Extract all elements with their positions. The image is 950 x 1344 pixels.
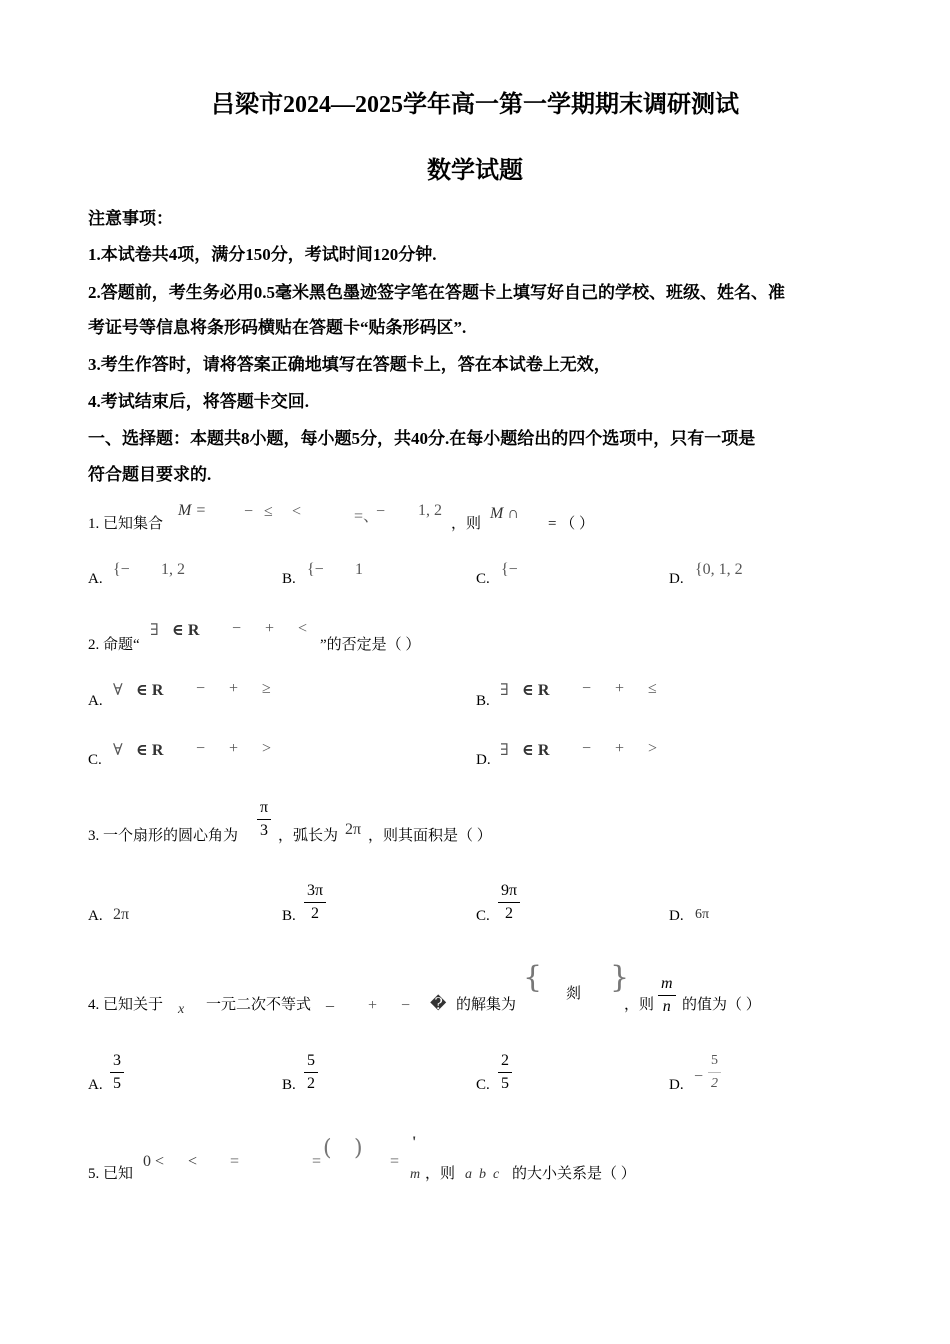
q1-answer-paren: = （ ） (548, 516, 594, 532)
q3-angle-denominator: 3 (260, 822, 269, 839)
q2-option-d-label: D. (476, 752, 491, 768)
q5-eq-2: = (312, 1153, 322, 1170)
q4-option-d-denominator: 2 (711, 1076, 718, 1091)
q2-suffix: ”的否定是（ ） (320, 637, 421, 653)
q1-eq: =、 (354, 508, 380, 525)
q4-middle: 一元二次不等式 (206, 997, 312, 1013)
exam-title: 吕梁市2024—2025学年高一第一学期期末调研测试 (211, 92, 739, 118)
note-2-line-2: 考证号等信息将条形码横贴在答题卡“贴条形码区”. (88, 318, 467, 337)
q2-option-b-label: B. (476, 693, 490, 709)
q4-ratio-denominator: n (662, 998, 671, 1015)
q3-option-b-label: B. (282, 908, 296, 924)
q5-prefix: 5. 已知 (88, 1166, 134, 1182)
q5-eq-3: = (390, 1153, 400, 1170)
q3-angle-fraction (257, 797, 271, 842)
q4-option-d-minus: − (694, 1068, 704, 1085)
q4-option-b-denominator: 2 (307, 1075, 315, 1092)
q5-condition: 0 < < (143, 1153, 198, 1170)
q1-m-cap: M ∩ (490, 505, 519, 522)
q4-option-d-fraction (708, 1050, 721, 1095)
q3-option-b-denominator: 2 (311, 905, 320, 922)
q4-ratio-fraction (658, 973, 676, 1018)
exam-subtitle: 数学试题 (427, 158, 523, 184)
q3-middle: ，弧长为 (278, 828, 339, 844)
q4-underscore: _ (326, 992, 334, 1009)
q2-option-d-in-r: ∈ R (522, 742, 550, 759)
q4-glyph: � (430, 996, 447, 1013)
q1-set-tail: 1, 2 (418, 502, 442, 519)
q1-option-b-label: B. (282, 571, 296, 587)
q2-option-b-in-r: ∈ R (522, 682, 550, 699)
note-4: 4.考试结束后，将答题卡交回. (88, 392, 309, 411)
q1-prefix: 1. 已知集合 (88, 516, 164, 532)
q2-option-b-quantifier: ∃ (500, 682, 509, 699)
q4-variable-x: x (178, 1002, 185, 1017)
q2-option-b-ops: − + ≤ (582, 680, 657, 697)
q1-le: ≤ (264, 503, 273, 520)
q4-option-c-label: C. (476, 1077, 490, 1093)
q5-tick: ' (412, 1134, 417, 1151)
q2-option-a-quantifier: ∀ (113, 682, 123, 699)
q2-option-a-label: A. (88, 693, 103, 709)
note-2-line-1: 2.答题前，考生务必用0.5毫米黑色墨迹签字笔在答题卡上填写好自己的学校、班级、姓名、准 (88, 283, 785, 302)
q3-option-b-fraction (304, 880, 326, 925)
q1-then: ，则 (451, 516, 482, 532)
section-1-heading: 一、选择题：本题共8小题，每小题5分，共40分.在每小题给出的四个选项中，只有一项是 (88, 429, 756, 448)
q3-option-a-value: 2π (113, 906, 130, 923)
q2-in-r: ∈ R (172, 622, 200, 639)
q4-suffix-1: 的解集为 (456, 997, 517, 1013)
q3-option-d-value: 6π (695, 907, 710, 922)
q4-ops: + − (368, 997, 411, 1014)
q4-suffix-3: 的值为（ ） (682, 997, 761, 1013)
q3-option-b-numerator: 3π (304, 880, 326, 903)
q4-option-c-denominator: 5 (501, 1075, 509, 1092)
q5-eq-1: = (230, 1153, 240, 1170)
q1-minus-2: − (376, 503, 386, 520)
q4-set-inner: 剡 (566, 986, 582, 1002)
q1-option-b-tail: 1 (355, 561, 363, 578)
q4-right-brace: } (610, 960, 630, 995)
q5-suffix-1: ，则 (425, 1166, 456, 1182)
q2-option-c-ops: − + > (196, 740, 272, 757)
q3-option-c-denominator: 2 (505, 905, 514, 922)
notes-heading: 注意事项： (88, 209, 173, 228)
q2-prefix: 2. 命题“ (88, 637, 140, 653)
q3-option-c-fraction (498, 880, 520, 925)
q2-option-c-label: C. (88, 752, 102, 768)
q4-option-a-denominator: 5 (113, 1075, 121, 1092)
q4-option-c-fraction (498, 1050, 512, 1095)
q4-option-b-numerator: 5 (304, 1050, 318, 1073)
q1-option-c-brace: {− (501, 561, 518, 578)
q4-option-c-numerator: 2 (498, 1050, 512, 1073)
q3-option-c-label: C. (476, 908, 490, 924)
section-1-heading-cont: 符合题目要求的. (88, 465, 212, 484)
q4-prefix: 4. 已知关于 (88, 997, 164, 1013)
q1-option-a-brace: {− (113, 561, 130, 578)
q4-suffix-2: ，则 (624, 997, 655, 1013)
q1-minus: − (244, 503, 254, 520)
q3-option-c-numerator: 9π (498, 880, 520, 903)
q2-exists: ∃ (150, 622, 159, 639)
q1-option-d-set: {0, 1, 2 (695, 561, 743, 578)
q1-set-m: M = (178, 502, 207, 519)
q4-option-b-fraction (304, 1050, 318, 1095)
q1-option-b-brace: {− (307, 561, 324, 578)
q2-ops: − + < (232, 620, 308, 637)
q4-option-a-label: A. (88, 1077, 103, 1093)
q2-option-d-ops: − + > (582, 740, 658, 757)
q5-suffix-2: 的大小关系是（ ） (512, 1166, 636, 1182)
q4-option-b-label: B. (282, 1077, 296, 1093)
q1-option-a-label: A. (88, 571, 103, 587)
q4-option-d-label: D. (669, 1077, 684, 1093)
q3-suffix: ，则其面积是（ ） (368, 828, 492, 844)
q2-option-a-ops: − + ≥ (196, 680, 271, 697)
q1-option-d-label: D. (669, 571, 684, 587)
q4-ratio-numerator: m (658, 973, 676, 996)
q4-option-d-numerator: 5 (708, 1050, 721, 1073)
q1-lt: < (292, 503, 302, 520)
q2-option-c-quantifier: ∀ (113, 742, 123, 759)
q3-option-a-label: A. (88, 908, 103, 924)
q5-right-paren: ) (354, 1136, 363, 1161)
q4-option-a-numerator: 3 (110, 1050, 124, 1073)
note-3: 3.考生作答时，请将答案正确地填写在答题卡上，答在本试卷上无效， (88, 355, 611, 374)
q4-left-brace: { (523, 960, 543, 995)
q5-m: m (410, 1167, 421, 1182)
q2-option-a-in-r: ∈ R (136, 682, 164, 699)
q3-arc-length: 2π (345, 821, 362, 838)
q4-option-a-fraction (110, 1050, 124, 1095)
q1-option-c-label: C. (476, 571, 490, 587)
note-1: 1.本试卷共4项，满分150分，考试时间120分钟. (88, 245, 437, 264)
q3-prefix: 3. 一个扇形的圆心角为 (88, 828, 239, 844)
q2-option-d-quantifier: ∃ (500, 742, 509, 759)
q5-left-paren: ( (323, 1136, 332, 1161)
q2-option-c-in-r: ∈ R (136, 742, 164, 759)
q5-abc: a b c (465, 1167, 500, 1182)
q1-option-a-tail: 1, 2 (161, 561, 185, 578)
q3-option-d-label: D. (669, 908, 684, 924)
q3-angle-numerator: π (257, 797, 271, 820)
